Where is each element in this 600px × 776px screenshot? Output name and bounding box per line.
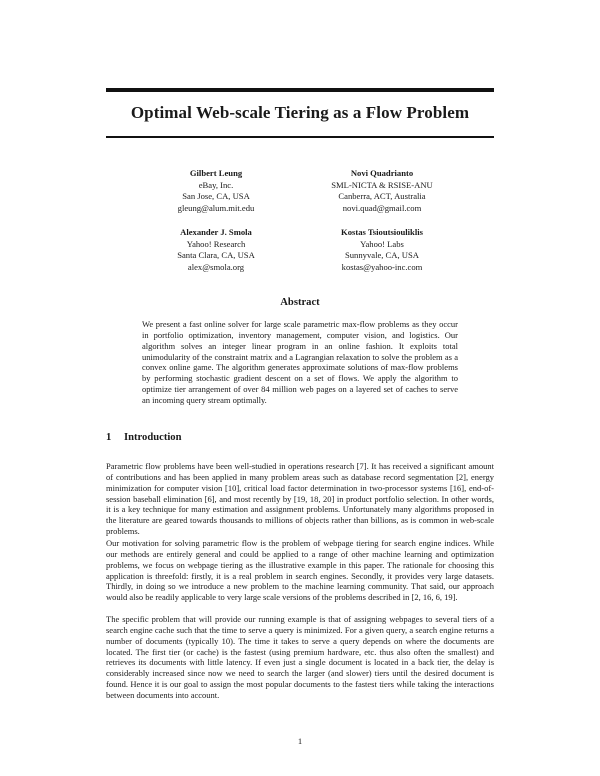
author-email: novi.quad@gmail.com <box>342 202 422 213</box>
author-affiliation: Yahoo! Labs <box>360 238 404 249</box>
author-affiliation: SML-NICTA & RSISE-ANU <box>331 179 433 190</box>
author-affiliation: eBay, Inc. <box>198 179 234 190</box>
body-paragraph: The specific problem that will provide our running example is that of assigning webpages to several tiers of a search engine cache such that the time to serve a query is minimized. For a given query, a search engine returns a number of documents (typically 10). The time it takes to serve a query depends on where the documents are located. The first tier (or cache) is the fastest (using premium hardware, etc. thus also often the smallest) and retrieves its documents with little latency. If even just a single document is located in a back tier, the delay is considerably increased since now we need to search the larger (and slower) tiers until the desired document is found. Hence it is our goal to assign the most popular documents to the fastest tiers while taking the interactions between documents into account. <box>106 614 494 700</box>
author-block <box>282 168 482 214</box>
author-name: Alexander J. Smola <box>180 227 252 237</box>
author-location: Santa Clara, CA, USA <box>177 250 255 260</box>
abstract-text: We present a fast online solver for large scale parametric max-flow problems as they occur in portfolio optimization, inventory management, computer vision, and logistics. Our algorithm solves an integer linear program in an online fashion. It exploits total unimodularity of the constraint matrix and a Lagrangian relaxation to solve the problem as a convex online game. The algorithm generates approximate solutions of max-flow problems by performing stochastic gradient descent on a set of flows. We apply the algorithm to optimize tier arrangement of over 84 million web pages on a layered set of caches to serve an incoming query stream optimally. <box>142 319 458 405</box>
title-rule-bottom <box>106 136 494 138</box>
author-block <box>282 227 482 273</box>
author-location: Sunnyvale, CA, USA <box>344 250 419 260</box>
section-number: 1 <box>106 432 112 443</box>
body-paragraph: Parametric flow problems have been well-studied in operations research [7]. It has received a significant amount of contributions and has been applied in many problem areas such as database record segmentation [2], energy minimization for computer vision [10], critical load factor determination in two-processor systems [16], end-of-session baseball elimination [6], and most recently by [19, 18, 20] in product portfolio selection. In other words, it is a key technique for many estimation and assignment problems. Unfortunately many algorithms proposed in the literature are geared towards thousands to millions of objects rather than billions, as is common in web-scale problems. <box>106 461 494 537</box>
title-rule-top <box>106 88 494 92</box>
body-paragraph: Our motivation for solving parametric flow is the problem of webpage tiering for search engine indices. While our methods are entirely general and could be applied to a range of other machine learning and optimization problems, we focus on webpage tiering as the illustrative example in this paper. The rationale for choosing this application is threefold: firstly, it is a real problem in search engines. Secondly, it provides very large datasets. Thirdly, in doing so we introduce a new problem to the machine learning community. That said, our approach would also be readily applicable to very large scale versions of the problems described in [2, 16, 6, 19]. <box>106 538 494 603</box>
author-name: Kostas Tsioutsiouliklis <box>341 227 423 237</box>
author-email: alex@smola.org <box>187 261 245 272</box>
author-name: Gilbert Leung <box>189 168 243 178</box>
author-name: Novi Quadrianto <box>350 168 414 178</box>
author-email: gleung@alum.mit.edu <box>177 202 255 213</box>
abstract-heading: Abstract <box>280 297 320 308</box>
author-email: kostas@yahoo-inc.com <box>341 261 423 272</box>
section-title: Introduction <box>124 432 182 443</box>
author-location: San Jose, CA, USA <box>182 191 250 201</box>
page-number: 1 <box>297 736 303 746</box>
paper-title: Optimal Web-scale Tiering as a Flow Problem <box>130 103 470 122</box>
author-affiliation: Yahoo! Research <box>186 238 246 249</box>
author-location: Canberra, ACT, Australia <box>338 191 426 201</box>
section-heading <box>106 432 182 443</box>
